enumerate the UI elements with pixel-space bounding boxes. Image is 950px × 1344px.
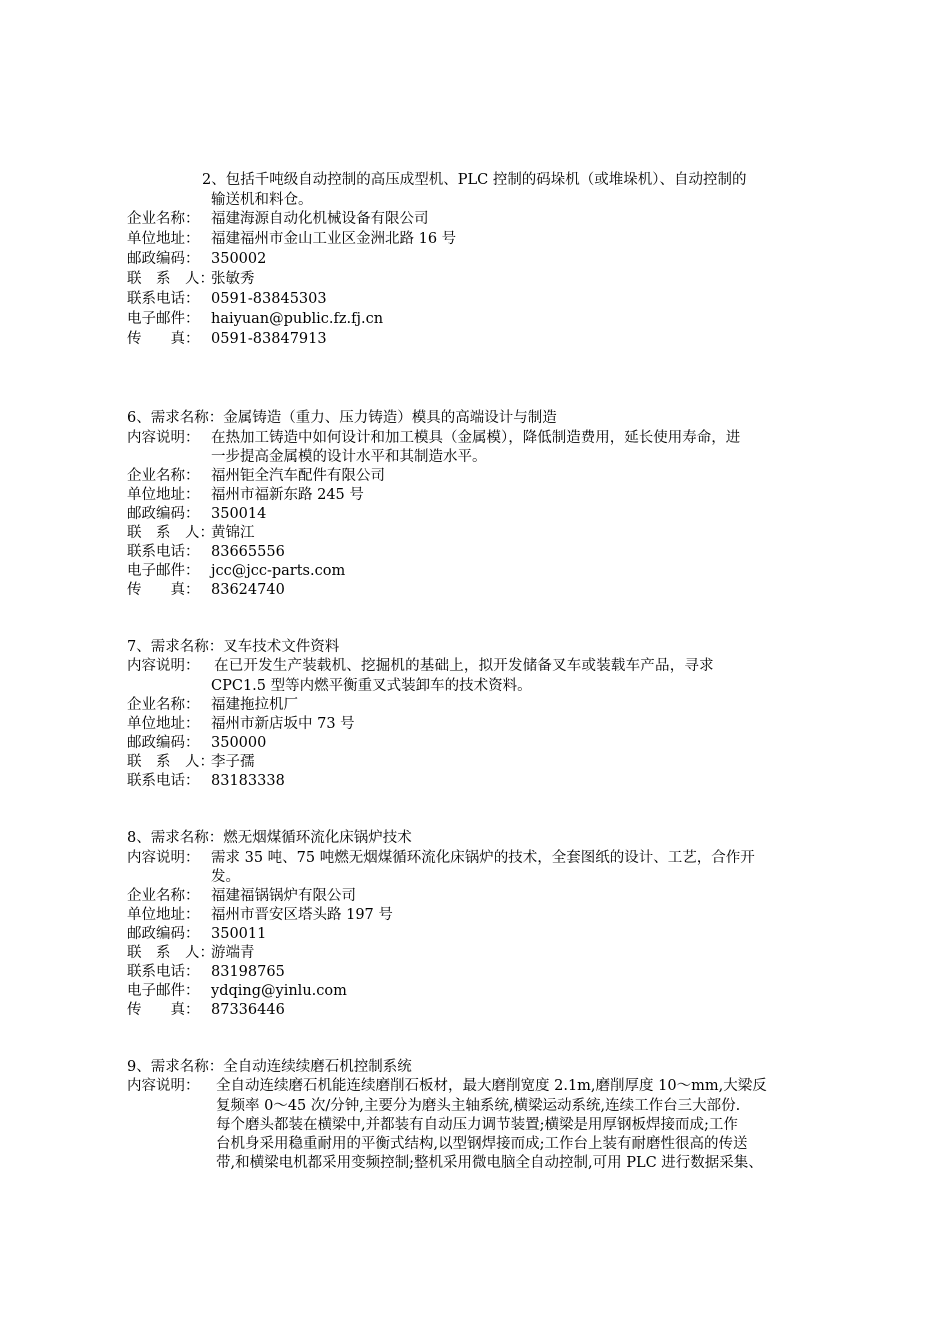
company-name: 福州钜全汽车配件有限公司 <box>211 468 385 484</box>
fax-number: 87336446 <box>211 1002 285 1018</box>
address-label: 单位地址： <box>127 231 200 247</box>
contact-person: 李子孺 <box>211 754 255 770</box>
item-6-title: 6、需求名称：金属铸造（重力、压力铸造）模具的高端设计与制造 <box>127 410 557 426</box>
zip-code: 350014 <box>211 506 267 522</box>
address-label: 单位地址： <box>127 487 200 503</box>
item-6-desc-line-2: 一步提高金属模的设计水平和其制造水平。 <box>211 449 487 465</box>
item-9-desc-label: 内容说明： <box>127 1078 200 1094</box>
item-9-desc-line-2: 复频率 0～45 次/分钟,主要分为磨头主轴系统,横梁运动系统,连续工作台三大部份. <box>216 1098 741 1114</box>
phone-number: 83183338 <box>211 773 285 789</box>
zip-code: 350002 <box>211 251 267 267</box>
company-name-label: 企业名称： <box>127 468 200 484</box>
zip-code: 350011 <box>211 926 267 942</box>
fax-number: 83624740 <box>211 582 285 598</box>
item-9-desc-line-1: 全自动连续磨石机能连续磨削石板材，最大磨削宽度 2.1m,磨削厚度 10～mm,大梁反 <box>216 1078 767 1094</box>
contact-label: 联 系 人： <box>127 754 214 770</box>
item-9-title: 9、需求名称：全自动连续续磨石机控制系统 <box>127 1059 412 1075</box>
phone-label: 联系电话： <box>127 964 200 980</box>
email-address: haiyuan@public.fz.fj.cn <box>211 311 384 327</box>
contact-label: 联 系 人： <box>127 525 214 541</box>
zip-label: 邮政编码： <box>127 506 200 522</box>
phone-number: 83665556 <box>211 544 285 560</box>
company-name: 福建福锅锅炉有限公司 <box>211 888 356 904</box>
contact-person: 游端青 <box>211 945 255 961</box>
address-label: 单位地址： <box>127 716 200 732</box>
company-name-label: 企业名称： <box>127 888 200 904</box>
zip-label: 邮政编码： <box>127 735 200 751</box>
contact-person: 张敏秀 <box>211 271 255 287</box>
address: 福州市晋安区塔头路 197 号 <box>211 907 393 923</box>
contact-label: 联 系 人： <box>127 945 214 961</box>
item-8-desc-line-1: 需求 35 吨、75 吨燃无烟煤循环流化床锅炉的技术，全套图纸的设计、工艺，合作开 <box>211 850 755 866</box>
phone-number: 83198765 <box>211 964 285 980</box>
email-address: ydqing@yinlu.com <box>211 983 347 999</box>
item-9-desc-line-3: 每个磨头都装在横梁中,并都装有自动压力调节装置;横梁是用厚钢板焊接而成;工作 <box>216 1117 738 1133</box>
email-label: 电子邮件： <box>127 983 200 999</box>
zip-code: 350000 <box>211 735 267 751</box>
company-name-label: 企业名称： <box>127 211 200 227</box>
zip-label: 邮政编码： <box>127 926 200 942</box>
email-label: 电子邮件： <box>127 563 200 579</box>
company-name: 福建海源自动化机械设备有限公司 <box>211 211 429 227</box>
item-6-desc-line-1: 在热加工铸造中如何设计和加工模具（金属模），降低制造费用，延长使用寿命，进 <box>211 430 741 446</box>
item-9-desc-line-5: 带,和横梁电机都采用变频控制;整机采用微电脑全自动控制,可用 PLC 进行数据采集、 <box>216 1155 763 1171</box>
item-7-desc-label: 内容说明： <box>127 658 200 674</box>
item-8-desc-label: 内容说明： <box>127 850 200 866</box>
intro-line-1: 2、包括千吨级自动控制的高压成型机、PLC 控制的码垛机（或堆垛机）、自动控制的 <box>202 172 747 188</box>
email-address: jcc@jcc-parts.com <box>211 563 346 579</box>
item-8-desc-line-2: 发。 <box>211 869 240 885</box>
address-label: 单位地址： <box>127 907 200 923</box>
contact-label: 联 系 人： <box>127 271 214 287</box>
address: 福州市福新东路 245 号 <box>211 487 364 503</box>
company-name: 福建拖拉机厂 <box>211 697 298 713</box>
fax-number: 0591-83847913 <box>211 331 327 347</box>
email-label: 电子邮件： <box>127 311 200 327</box>
item-7-desc-line-2: CPC1.5 型等内燃平衡重叉式装卸车的技术资料。 <box>211 678 532 694</box>
item-7-title: 7、需求名称：叉车技术文件资料 <box>127 639 340 655</box>
zip-label: 邮政编码： <box>127 251 200 267</box>
phone-number: 0591-83845303 <box>211 291 327 307</box>
fax-label: 传 真： <box>127 331 200 347</box>
fax-label: 传 真： <box>127 582 200 598</box>
contact-person: 黄锦江 <box>211 525 255 541</box>
phone-label: 联系电话： <box>127 291 200 307</box>
company-name-label: 企业名称： <box>127 697 200 713</box>
item-7-desc-line-1: 在已开发生产装载机、挖掘机的基础上，拟开发储备叉车或装载车产品，寻求 <box>214 658 714 674</box>
fax-label: 传 真： <box>127 1002 200 1018</box>
address: 福建福州市金山工业区金洲北路 16 号 <box>211 231 457 247</box>
item-9-desc-line-4: 台机身采用稳重耐用的平衡式结构,以型钢焊接而成;工作台上装有耐磨性很高的传送 <box>216 1136 748 1152</box>
phone-label: 联系电话： <box>127 544 200 560</box>
item-8-title: 8、需求名称：燃无烟煤循环流化床锅炉技术 <box>127 830 412 846</box>
item-6-desc-label: 内容说明： <box>127 430 200 446</box>
intro-line-2: 输送机和料仓。 <box>211 192 313 208</box>
phone-label: 联系电话： <box>127 773 200 789</box>
address: 福州市新店坂中 73 号 <box>211 716 355 732</box>
